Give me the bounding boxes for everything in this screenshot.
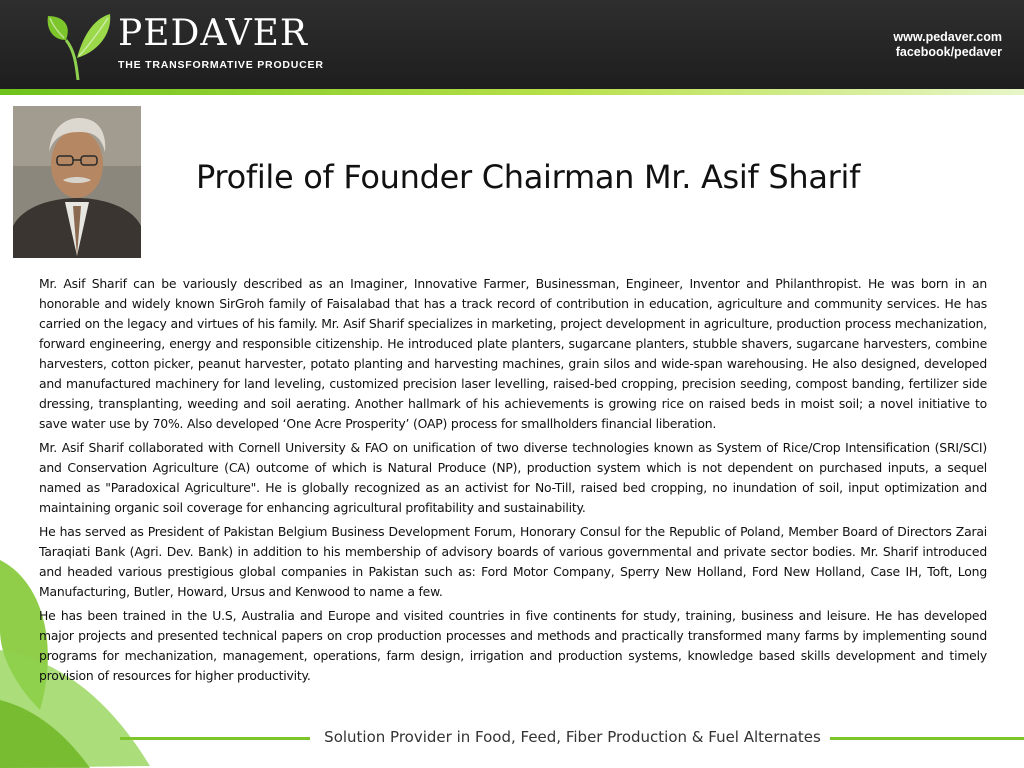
brand-name: PEDAVER bbox=[118, 13, 308, 54]
footer-divider-right bbox=[830, 737, 1024, 740]
leaf-sprout-icon bbox=[44, 10, 114, 82]
footer-slogan: Solution Provider in Food, Feed, Fiber Production & Fuel Alternates bbox=[324, 728, 821, 746]
header-bar bbox=[0, 0, 1024, 89]
contact-info bbox=[893, 30, 1002, 60]
brand-tagline: THE TRANSFORMATIVE PRODUCER bbox=[118, 59, 324, 71]
header-divider bbox=[0, 89, 1024, 95]
paragraph-1: Mr. Asif Sharif can be variously described as an Imaginer, Innovative Farmer, Businessman, Engineer, Inventor and Philanthropist. He was born in an honorable and widely known SirGroh family of Faisalabad that has a track record of contribution in education, agriculture and community services. He has carried on the legacy and virtues of his family. Mr. Asif Sharif specializes in marketing, project development in agriculture, production process mechanization, forward engineering, energy and responsible citizenship. He introduced plate planters, sugarcane planters, stubble shavers, sugarcane harvesters, combine harvesters, cotton picker, peanut harvester, potato planting and harvesting machines, grain silos and wide-span warehousing. He also designed, developed and manufactured machinery for land leveling, customized precision laser levelling, raised-bed cropping, precision seeding, compost banding, fertilizer side dressing, transplanting, weeding and soil aerating. Another hallmark of his achievements is growing rice on raised beds in moist soil; a novel initiative to save water use by 70%. Also developed ‘One Acre Prosperity’ (OAP) process for smallholders financial liberation. bbox=[39, 276, 987, 431]
profile-body bbox=[39, 274, 987, 690]
paragraph-2: Mr. Asif Sharif collaborated with Cornell University & FAO on unification of two diverse technologies known as System of Rice/Crop Intensification (SRI/SCI) and Conservation Agriculture (CA) outcome of which is Natural Produce (NP), production system which is not dependent on purchased inputs, a sequel named as "Paradoxical Agriculture". He is globally recognized as an activist for No-Till, raised bed cropping, no inundation of soil, input optimization and maintaining organic soil coverage for enhancing agricultural profitability and sustainability. bbox=[39, 440, 987, 515]
footer-divider-left bbox=[120, 737, 310, 740]
paragraph-3: He has served as President of Pakistan Belgium Business Development Forum, Honorary Consul for the Republic of Poland, Member Board of Directors Zarai Taraqiati Bank (Agri. Dev. Bank) in addition to his membership of advisory boards of various governmental and private sector bodies. Mr. Sharif introduced and headed various prestigious global companies in Pakistan such as: Ford Motor Company, Sperry New Holland, Ford New Holland, Case IH, Toft, Long Manufacturing, Butler, Howard, Ursus and Kenwood to name a few. bbox=[39, 524, 987, 599]
paragraph-4: He has been trained in the U.S, Australia and Europe and visited countries in five continents for study, training, business and leisure. He has developed major projects and presented technical papers on crop production processes and methods and practically transformed many farms by implementing sound programs for mechanization, management, operations, farm design, irrigation and production systems, knowledge based skills development and timely provision of resources for higher productivity. bbox=[39, 608, 987, 683]
facebook-link[interactable]: facebook/pedaver bbox=[895, 45, 1002, 59]
page-title: Profile of Founder Chairman Mr. Asif Sharif bbox=[196, 158, 861, 196]
website-link[interactable]: www.pedaver.com bbox=[893, 30, 1002, 44]
founder-portrait bbox=[13, 106, 141, 258]
